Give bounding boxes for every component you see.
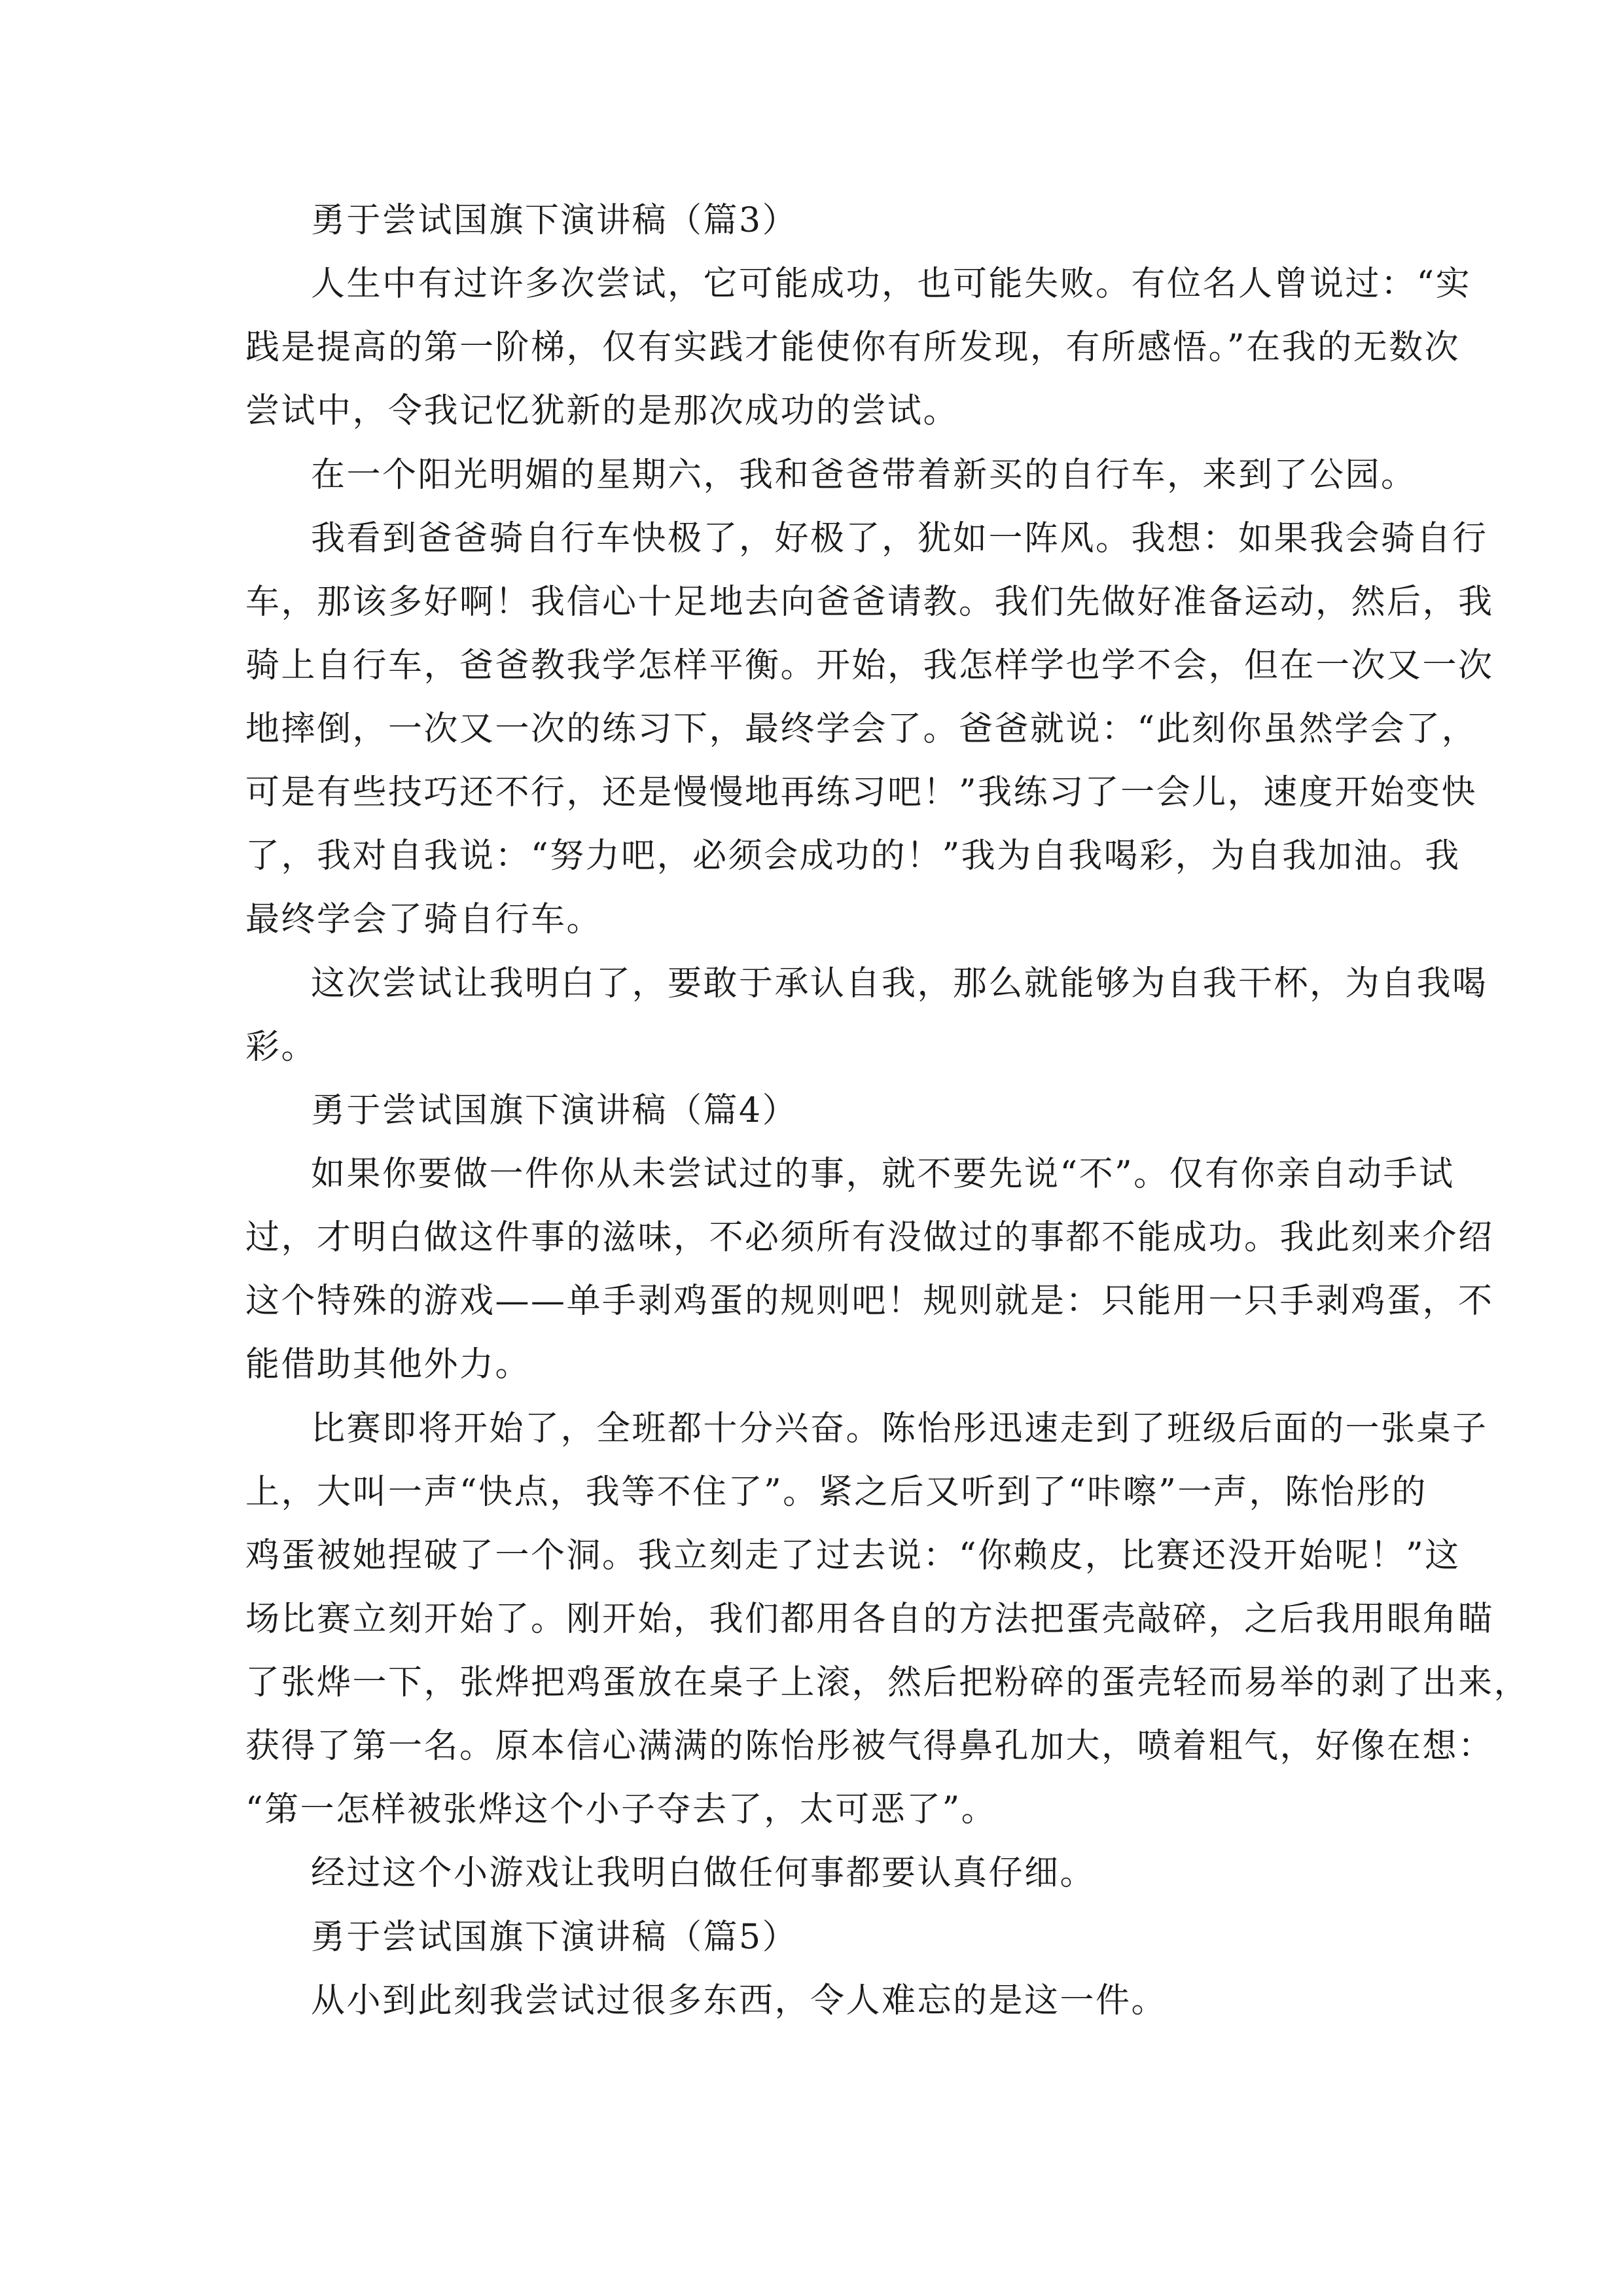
paragraph-line: 鸡蛋被她捏破了一个洞。我立刻走了过去说：“你赖皮，比赛还没开始呢！”这 [245,1536,1461,1575]
paragraph-line: 经过这个小游戏让我明白做任何事都要认真仔细。 [311,1854,1096,1893]
paragraph-line: 上，大叫一声“快点，我等不住了”。紧之后又听到了“咔嚓”一声，陈怡彤的 [245,1473,1427,1512]
paragraph-line: 获得了第一名。原本信心满满的陈怡彤被气得鼻孔加大，喷着粗气，好像在想： [245,1727,1494,1766]
paragraph-line: 践是提高的第一阶梯，仅有实践才能使你有所发现，有所感悟。”在我的无数次 [245,328,1461,367]
paragraph-line: 可是有些技巧还不行，还是慢慢地再练习吧！”我练习了一会儿，速度开始变快 [245,773,1478,812]
paragraph-line: 这次尝试让我明白了，要敢于承认自我，那么就能够为自我干杯，为自我喝 [311,964,1488,1003]
paragraph-line: 能借助其他外力。 [245,1345,531,1384]
paragraph-line: 人生中有过许多次尝试，它可能成功，也可能失败。有位名人曾说过：“实 [311,264,1472,304]
paragraph-line: 场比赛立刻开始了。刚开始，我们都用各自的方法把蛋壳敲碎，之后我用眼角瞄 [245,1600,1494,1639]
paragraph-line: 过，才明白做这件事的滋味，不必须所有没做过的事都不能成功。我此刻来介绍 [245,1218,1494,1257]
paragraph-line: 了张烨一下，张烨把鸡蛋放在桌子上滚，然后把粉碎的蛋壳轻而易举的剥了出来， [245,1663,1530,1702]
paragraph-line: “第一怎样被张烨这个小子夺去了，太可恶了”。 [245,1790,997,1829]
paragraph-line: 我看到爸爸骑自行车快极了，好极了，犹如一阵风。我想：如果我会骑自行 [311,519,1488,558]
paragraph-line: 了，我对自我说：“努力吧，必须会成功的！”我为自我喝彩，为自我加油。我 [245,836,1461,876]
paragraph-line: 如果你要做一件你从未尝试过的事，就不要先说“不”。仅有你亲自动手试 [311,1155,1455,1194]
section-heading: 勇于尝试国旗下演讲稿（篇5） [311,1918,798,1957]
paragraph-line: 比赛即将开始了，全班都十分兴奋。陈怡彤迅速走到了班级后面的一张桌子 [311,1409,1488,1448]
paragraph-line: 骑上自行车，爸爸教我学怎样平衡。开始，我怎样学也学不会，但在一次又一次 [245,646,1494,685]
paragraph-line: 尝试中，令我记忆犹新的是那次成功的尝试。 [245,391,959,431]
paragraph-line: 车，那该多好啊！我信心十足地去向爸爸请教。我们先做好准备运动，然后，我 [245,583,1494,622]
section-heading: 勇于尝试国旗下演讲稿（篇4） [311,1091,798,1130]
paragraph-line: 这个特殊的游戏——单手剥鸡蛋的规则吧！规则就是：只能用一只手剥鸡蛋，不 [245,1282,1494,1321]
section-heading: 勇于尝试国旗下演讲稿（篇3） [311,201,798,240]
paragraph-line: 地摔倒，一次又一次的练习下，最终学会了。爸爸就说：“此刻你虽然学会了， [245,709,1478,749]
paragraph-line: 从小到此刻我尝试过很多东西，令人难忘的是这一件。 [311,1981,1168,2020]
paragraph-line: 最终学会了骑自行车。 [245,900,603,939]
paragraph-line: 在一个阳光明媚的星期六，我和爸爸带着新买的自行车，来到了公园。 [311,456,1417,495]
paragraph-line: 彩。 [245,1028,317,1067]
